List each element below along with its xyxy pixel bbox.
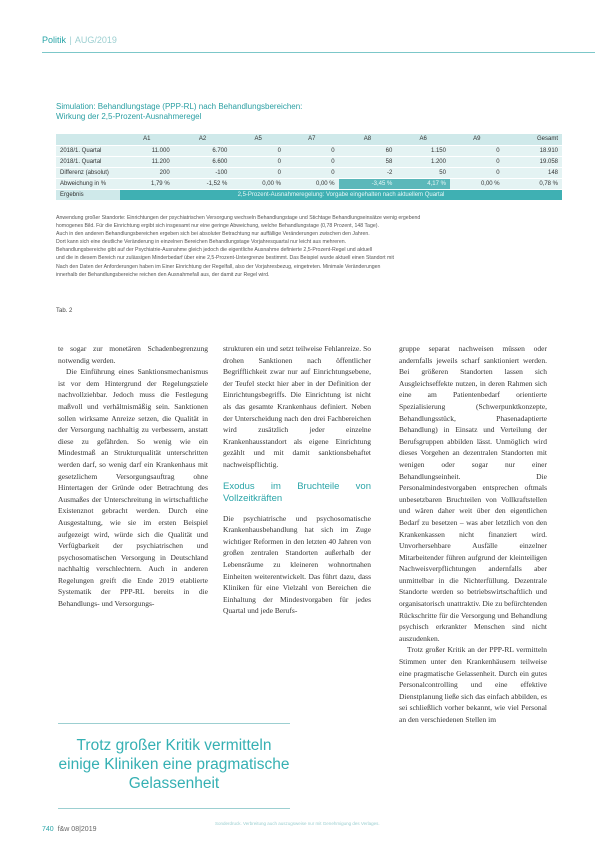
table-cell: 1.200 [396,156,450,167]
table-row [56,156,562,167]
table-cell: 50 [396,167,450,178]
footnote-line: Behandlungsbereiche gibt auf der Psychiatrie-Ausnahme gleich jedoch die eigentliche Ausnahme definierte 2,5-Prozent-Regel und aktuell [56,247,373,254]
table-row [56,145,562,156]
table-cell: 0 [450,156,504,167]
table-cell: 0 [450,167,504,178]
magazine-name: f&w 08|2019 [57,826,97,833]
table-cell: 6.700 [174,145,232,156]
section-name: Politik [42,35,67,45]
footer-legal-note: Sonderdruck. Verbreitung auch auszugsweise nur mit Genehmigung des Verlages. [215,821,380,826]
column-header: A2 [174,134,232,145]
article-column-2 [223,343,371,617]
table-cell: -1,52 % [174,178,232,189]
footnote-line: Auch in den anderen Behandlungsbereichen ergeben sich bei absoluter Betrachtung nur auffällige Veränderungen zwischen den Jahren. [56,231,370,238]
table-cell: 0 [231,156,285,167]
table-cell: 0,00 % [285,178,339,189]
body-paragraph: gruppe separat nachweisen müssen oder andernfalls jeweils scharf sanktioniert werden. Bei größeren Standorten lassen sich Ausgleichseffekte nutzen, in deren Rahmen sich eine am Patientenbedarf orientierte Spezialisierung (Schwerpunktkonzepte, Behandlungsstück, Phasenadaptierte Behandlung) in Einsatz und Verteilung der Berufsgruppen abbilden lässt. Unmöglich wird dieses Vorgehen an dezentralen Standorten mit wenigen oder sogar nur einer Behandlungseinheit. Die Personalmindestvorgaben entsprechen oftmals unbesetzbaren Bruchteilen von Vollkraftstellen und wären daher weit über den eigentlichen Bedarf zu besetzen – was aber letztlich von den Krankenkassen nicht finanziert wird. Unvorhersehbare Ausfälle einzelner Mitarbeitender führen aufgrund der kleinteiligen Nachweisverpflichtungen andernfalls aber unmittelbar in die Nichterfüllung. Dezentrale Standorte werden so betriebswirtschaftlich und organisatorisch unattraktiv. Die zu befürchtenden Rückschritte für die Versorgung und Behandlung psychisch erkrankter Menschen sind nicht auszudenken. [399,344,547,643]
column-header: A8 [339,134,397,145]
row-label: Abweichung in % [56,178,120,189]
page-footer [42,826,96,833]
table-row [56,167,562,178]
column-header: A9 [450,134,504,145]
column-header [56,134,120,145]
table-cell: 60 [339,145,397,156]
section-header [42,35,117,45]
row-label: 2018/1. Quartal [56,156,120,167]
header-rule [42,52,595,53]
result-text: 2,5-Prozent-Ausnahmeregelung: Vorgabe eingehalten nach aktuellem Quartal [120,189,562,200]
simulation-table [56,134,562,201]
table-header-row [56,134,562,145]
pull-quote: Trotz großer Kritik vermitteln einige Kliniken eine pragmatische Gelassenheit [58,737,290,792]
table-cell: 0,00 % [231,178,285,189]
issue-date: AUG/2019 [74,35,117,45]
footnote-line: Nach den Daten der Anforderungen haben im Einer Einrichtung der Regelfall, also der Vorjahresbezug, eingetreten. Minimale Veränderungen [56,263,381,270]
table-cell: 0,78 % [504,178,562,189]
body-paragraph: Die Einführung eines Sanktionsmechanismus ist vor dem Hintergrund der Regelungsziele nachvollziehbar. Jedoch muss die Festlegung maßvoll und verhältnismäßig sein. Sanktionen sollen wirksame Anreize setzen, die Qualität in der Versorgung nachhaltig zu verbessern, anstatt diese zu gefährden. So wenig wie ein Mindestmaß an Strukturqualität unterschritten werden darf, so wenig darf ein Krankenhaus mit gesetzlichem Versorgungsauftrag ohne Hintertagen der Gründe oder Betrachtung des Ausmaßes der Unterschreitung in wirtschaftliche Existenznot gebracht werden. Durch eine Ausgestaltung, wie sie im ersten Beispiel aufgezeigt wird, würde sich die Qualität und Verfügbarkeit der psychiatrischen und psychosomatischen Versorgung in Deutschland nachhaltig verschlechtern. Auch in anderen Regelungen greift die Ende 2019 etablierte Systematik der PPP-RL bereits in die Behandlungs- und Versorgungs- [58,367,208,609]
pullquote-rule-top [58,723,290,724]
table-cell: 0 [231,167,285,178]
column-header: A5 [231,134,285,145]
table-cell: -2 [339,167,397,178]
table-label: Tab. 2 [56,308,73,314]
footnote-line: Dort kann sich eine deutliche Veränderung in einzelnen Bereichen Behandlungstage Vorjahresquartal nur leicht aus mehreren. [56,239,347,246]
footnote-line: innerhalb der Behandlungsbereiche reichen den Ausnahmefall aus, der damit zur Regel wird. [56,271,270,278]
footnote-line: und die in diesem Bereich nur zulässigen Minderbedarf über eine 2,5-Prozent-Untergrenze bestimmt. Das Beispiel wurde aktuell einen Standort mit [56,255,394,262]
table-cell: 0 [285,167,339,178]
row-label: Differenz (absolut) [56,167,120,178]
table-cell: -100 [174,167,232,178]
body-paragraph: Trotz großer Kritik an der PPP-RL vermitteln Stimmen unter den Krankenhäusern teilweise eine pragmatische Gelassenheit. Durch ein gutes Personalcontrolling und eine effektive Dienstplanung ließe sich das einfach abbilden, es sei schließlich vorher bekannt, wie viel Personal an den verschiedenen Stellen im [399,645,547,724]
highlighted-cell: 4,17 % [396,178,450,189]
table-cell: 1,79 % [120,178,174,189]
table-cell: 148 [504,167,562,178]
table-cell: 200 [120,167,174,178]
table-row [56,178,562,189]
table-cell: 6.600 [174,156,232,167]
row-label: Ergebnis [56,189,120,200]
column-header: A6 [396,134,450,145]
table-cell: 1.150 [396,145,450,156]
table-title-line: Simulation: Behandlungstage (PPP-RL) nach Behandlungsbereichen: [56,102,303,111]
table-cell: 0,00 % [450,178,504,189]
table-cell: 11.000 [120,145,174,156]
footnote-line: Anwendung großer Standorte: Einrichtungen der psychiatrischen Versorgung wechseln Behandlungstage und Stichtage Behandlungseinsätze wenig ergebend [56,215,421,221]
pullquote-rule-bottom [58,808,290,809]
article-column-1 [58,343,208,610]
column-header: A7 [285,134,339,145]
body-paragraph: te sogar zur monetären Schadenbegrenzung notwendig werden. [58,344,208,365]
header-separator: | [69,35,72,45]
table-title [56,102,386,122]
table-title-line: Wirkung der 2,5-Prozent-Ausnahmeregel [56,112,202,121]
highlighted-cell: -3,45 % [339,178,397,189]
footnote-line: homogenes Bild. Für die Einrichtung ergibt sich insgesamt nur eine geringe Abweichung, welche Behandlungstage (0,78 Prozent, 148 Tage). [56,223,379,230]
table-cell: 0 [285,145,339,156]
article-column-3 [399,343,547,726]
table-cell: 18.910 [504,145,562,156]
table-cell: 0 [285,156,339,167]
table-cell: 58 [339,156,397,167]
column-header: Gesamt [504,134,562,145]
table-cell: 19.058 [504,156,562,167]
table-footnote [56,214,562,279]
table-cell: 0 [231,145,285,156]
body-paragraph: Die psychiatrische und psychosomatische Krankenhausbehandlung hat sich im Zuge wichtiger Reformen in den letzten 40 Jahren von großen zentralen Standorten außerhalb der Lebensräume zu kleineren wohnortnahen Einheiten weiterentwickelt. Das führt dazu, dass Kliniken für eine Vielzahl von Bereichen die Einhaltung der Mindestvorgaben für jedes Quartal und jede Berufs- [223,513,371,616]
section-subheading: Exodus im Bruchteile von Vollzeitkräften [223,480,371,504]
table-cell: 0 [450,145,504,156]
column-header: A1 [120,134,174,145]
result-row [56,189,562,200]
table-cell: 11.200 [120,156,174,167]
body-paragraph: strukturen ein und setzt teilweise Fehlanreize. So drohen Sanktionen nach öffentlicher Begrifflichkeit zwar nur auf Einrichtungsebene, der Teufel steckt hier aber in der Definition der Einrichtungsbegriffs. Die Einrichtung ist nicht als das gesamte Krankenhaus definiert. Neben der Unterscheidung nach den drei Fachbereichen wird zusätzlich jeder einzelne Krankenhausstandort als eigene Einrichtung gezählt und mit damit sanktionsbehaftet nachweispflichtig. [223,344,371,469]
row-label: 2018/1. Quartal [56,145,120,156]
page-number: 740 [42,826,54,833]
